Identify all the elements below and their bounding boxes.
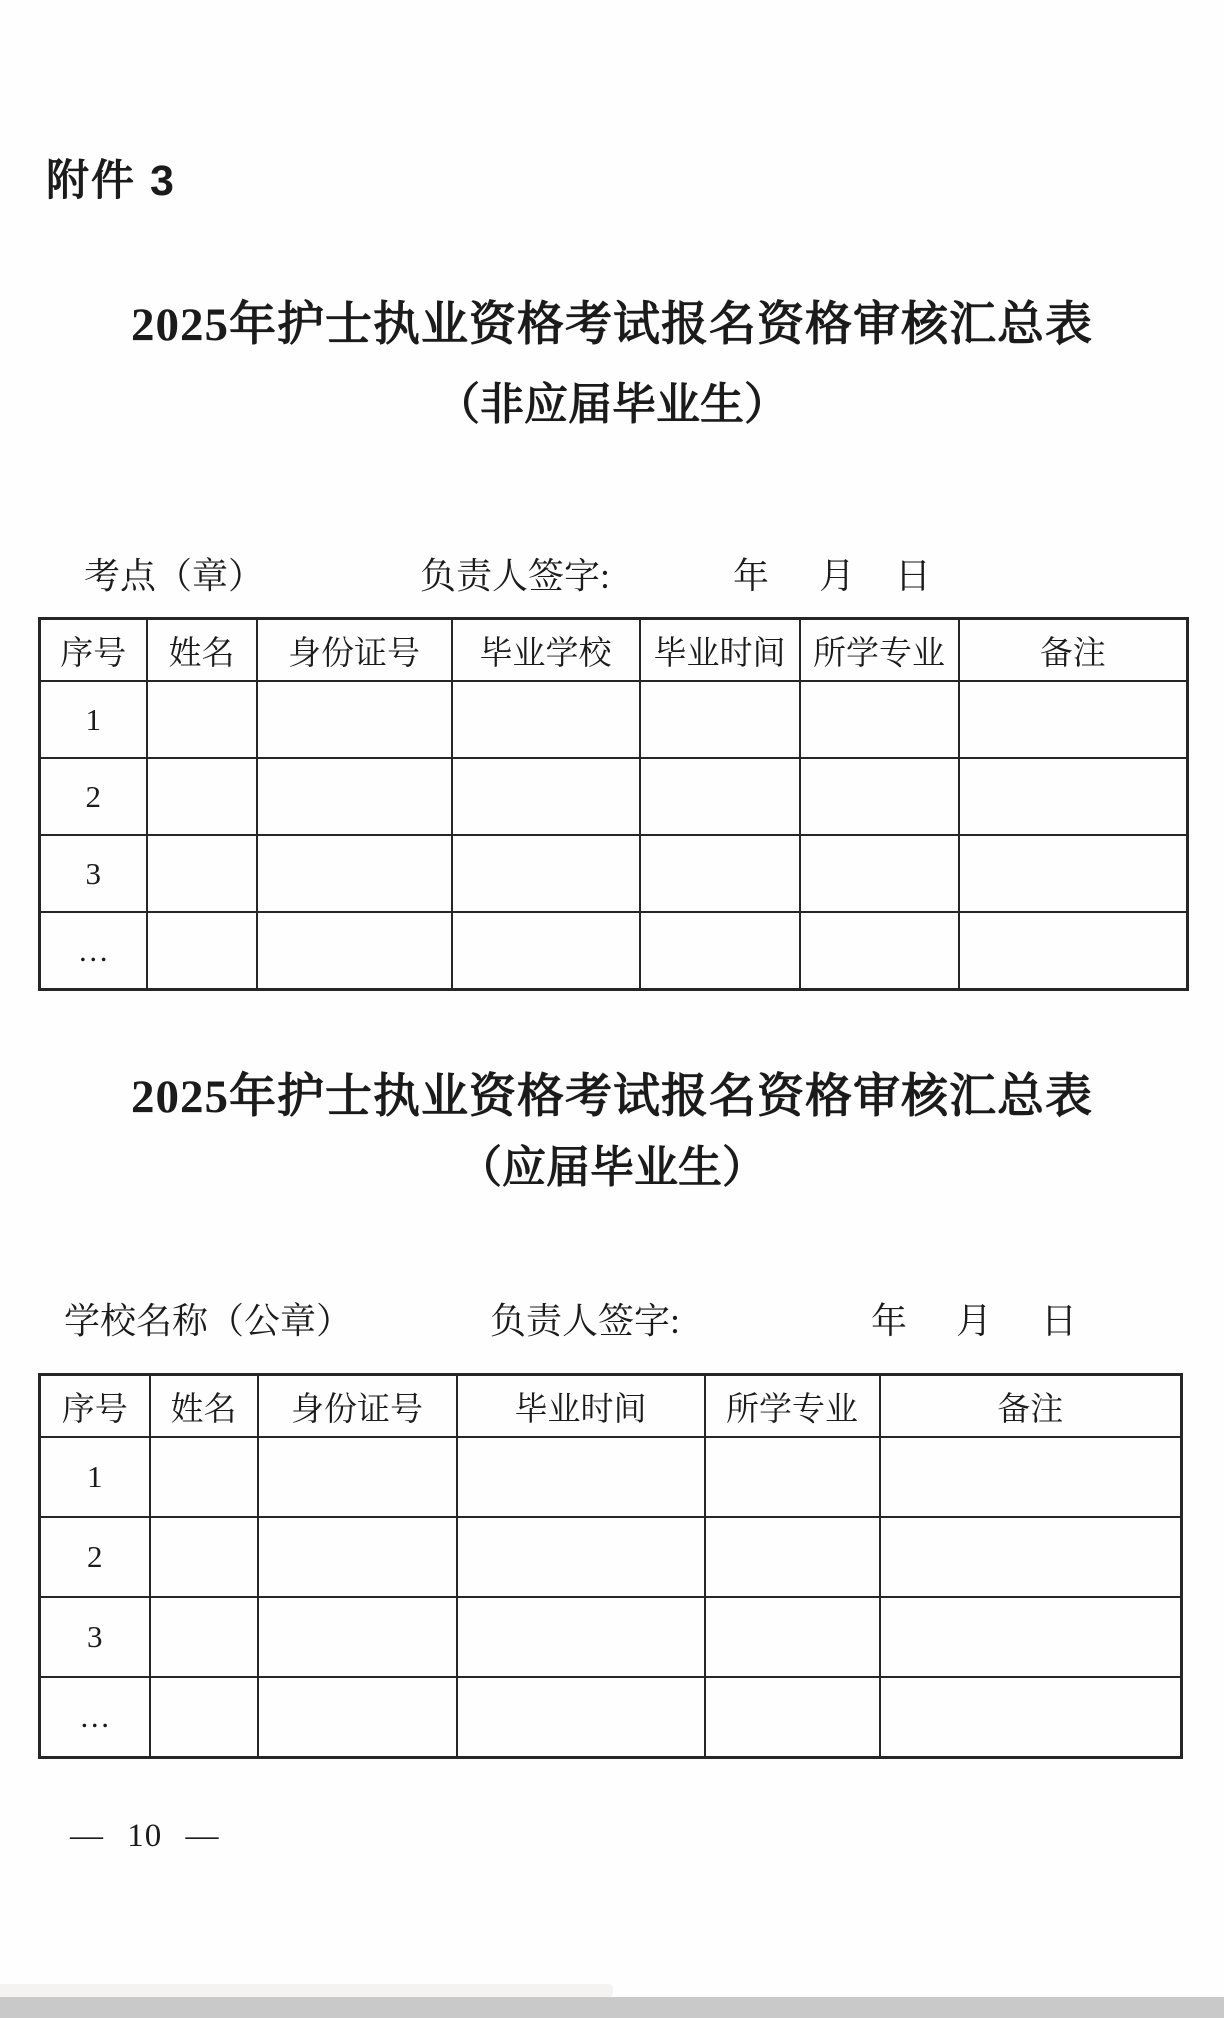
viewer-background-strip (0, 1997, 1224, 2018)
empty-cell (880, 1677, 1182, 1758)
empty-cell (705, 1517, 880, 1597)
day-label: 日 (895, 556, 932, 596)
summary-table-current-graduates (38, 1373, 1183, 1759)
column-header: 备注 (959, 619, 1188, 682)
page-bottom-edge (0, 1984, 613, 1997)
empty-cell (258, 1517, 457, 1597)
empty-cell (705, 1597, 880, 1677)
table-row (40, 835, 1188, 912)
month-label: 月 (819, 556, 856, 596)
empty-cell (457, 1597, 705, 1677)
empty-cell (150, 1677, 258, 1758)
row-index-cell: … (40, 1677, 150, 1758)
column-header: 身份证号 (258, 1375, 457, 1438)
empty-cell (457, 1677, 705, 1758)
empty-cell (800, 758, 959, 835)
empty-cell (150, 1437, 258, 1517)
empty-cell (258, 1677, 457, 1758)
column-header: 姓名 (150, 1375, 258, 1438)
section1-subtitle: （非应届毕业生） (436, 380, 788, 429)
day-label: 日 (1041, 1301, 1078, 1341)
column-header: 姓名 (147, 619, 257, 682)
table-row (40, 1517, 1182, 1597)
column-header: 备注 (880, 1375, 1182, 1438)
table-header-row (40, 1375, 1182, 1438)
summary-table-non-current-graduates (38, 617, 1189, 991)
section1-title: 2025年护士执业资格考试报名资格审核汇总表 (131, 299, 1093, 351)
empty-cell (257, 758, 452, 835)
month-label: 月 (956, 1301, 993, 1341)
empty-cell (640, 835, 800, 912)
table-row (40, 681, 1188, 758)
row-index-cell: 3 (40, 1597, 150, 1677)
empty-cell (959, 835, 1188, 912)
table-row (40, 1597, 1182, 1677)
column-header: 毕业学校 (452, 619, 640, 682)
exam-site-label: 考点（章） (84, 556, 265, 596)
empty-cell (800, 912, 959, 990)
column-header: 所学专业 (705, 1375, 880, 1438)
column-header: 毕业时间 (640, 619, 800, 682)
empty-cell (959, 912, 1188, 990)
row-index-cell: 3 (40, 835, 147, 912)
column-header: 毕业时间 (457, 1375, 705, 1438)
empty-cell (800, 835, 959, 912)
empty-cell (880, 1517, 1182, 1597)
empty-cell (705, 1677, 880, 1758)
row-index-cell: 1 (40, 681, 147, 758)
row-index-cell: 2 (40, 758, 147, 835)
column-header: 身份证号 (257, 619, 452, 682)
empty-cell (452, 681, 640, 758)
empty-cell (150, 1517, 258, 1597)
column-header: 所学专业 (800, 619, 959, 682)
page-number: — 10 — (70, 1818, 220, 1854)
empty-cell (150, 1597, 258, 1677)
empty-cell (147, 681, 257, 758)
table-header-row (40, 619, 1188, 682)
empty-cell (452, 835, 640, 912)
empty-cell (452, 912, 640, 990)
signer-label: 负责人签字: (490, 1301, 681, 1341)
empty-cell (640, 912, 800, 990)
empty-cell (800, 681, 959, 758)
table-row (40, 1677, 1182, 1758)
empty-cell (452, 758, 640, 835)
empty-cell (640, 758, 800, 835)
empty-cell (147, 835, 257, 912)
section2-subtitle: （应届毕业生） (458, 1143, 766, 1192)
empty-cell (257, 835, 452, 912)
empty-cell (457, 1437, 705, 1517)
section2-title: 2025年护士执业资格考试报名资格审核汇总表 (131, 1071, 1093, 1123)
attachment-label: 附件 3 (46, 157, 176, 205)
empty-cell (147, 912, 257, 990)
year-label: 年 (871, 1301, 908, 1341)
empty-cell (880, 1437, 1182, 1517)
row-index-cell: 2 (40, 1517, 150, 1597)
empty-cell (258, 1597, 457, 1677)
empty-cell (457, 1517, 705, 1597)
table-row (40, 912, 1188, 990)
signer-label: 负责人签字: (420, 556, 611, 596)
empty-cell (258, 1437, 457, 1517)
table-row (40, 1437, 1182, 1517)
section2-signature-line (0, 1303, 1224, 1353)
empty-cell (257, 912, 452, 990)
row-index-cell: … (40, 912, 147, 990)
empty-cell (959, 681, 1188, 758)
empty-cell (257, 681, 452, 758)
empty-cell (640, 681, 800, 758)
year-label: 年 (733, 556, 770, 596)
row-index-cell: 1 (40, 1437, 150, 1517)
section1-signature-line (0, 558, 1224, 608)
empty-cell (147, 758, 257, 835)
empty-cell (959, 758, 1188, 835)
table-row (40, 758, 1188, 835)
school-name-label: 学校名称（公章） (64, 1301, 353, 1341)
empty-cell (880, 1597, 1182, 1677)
column-header: 序号 (40, 1375, 150, 1438)
empty-cell (705, 1437, 880, 1517)
column-header: 序号 (40, 619, 147, 682)
